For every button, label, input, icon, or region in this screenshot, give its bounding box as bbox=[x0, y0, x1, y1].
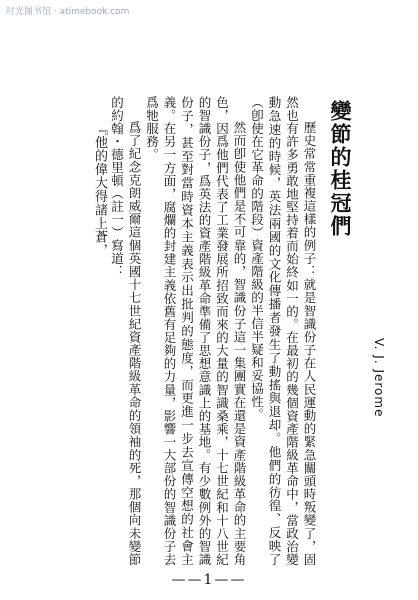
page-number: ——1—— bbox=[171, 572, 247, 588]
chapter-title: 變節的桂冠們 bbox=[328, 100, 353, 238]
author-name: V. J. Jerome bbox=[372, 338, 386, 418]
watermark: 时光图书馆 · atimebook.com bbox=[6, 7, 130, 17]
paragraph-1: 歷史常常重複這樣的例子：就是智識份子在人民運動的緊急關頭時叛變了，固然也有許多勇敢地堅持着而始終如一的。在最初的幾個資產階級革命中，當政治變動急速的時候，英法兩國的文化傳播者發生了動搖與退却。他們的彷徨、反映了（卽使在它革命的階段）資產階級的半信半疑和妥協性。 bbox=[249, 96, 317, 566]
body-text bbox=[60, 96, 318, 566]
quotation: 『他的偉大得諸上蒼， bbox=[92, 122, 107, 257]
paragraph-3: 爲了紀念克朗威爾這個英國十七世紀資產階級革命的領袖的死，那個向未變節的約翰・德里頓（註一）寫道： bbox=[109, 96, 142, 566]
paragraph-2: 然而卽使他們是不可靠的，智識份子這一集團實在還是資產階級革命的主要角色，因爲他們代表了工業發展所招致而來的大量的智識桑乘，十七世紀和十八世紀的智識份子，爲英法的資產階級革命準備了思想意識上的基地。有少數例外的智識份子，甚至對當時資本主義表示出批判的態度，而更進一步去宣傳空想的社會主義。在另一方面，腐爛的封建主義依舊有足夠的力量，影響一大部份的智識份子去爲牠服務。 bbox=[144, 96, 247, 566]
